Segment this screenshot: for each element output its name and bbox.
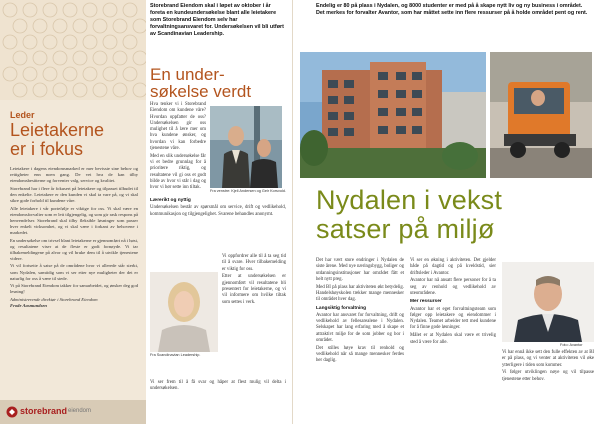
- nydalen-paragraph: Målet er at Nydalen skal være et trivelig sted å være for alle.: [410, 333, 496, 345]
- nydalen-title-line1: Nydalen i vekst: [316, 185, 503, 215]
- survey-intro: Storebrand Eiendom skal i løpet av oktober i år foreta en kundeundersøkelse blant alle leietakere som Storebrand Eiendom selv har forvaltningsansvaret for. Undersøkelsen vil bli utført av Scandinavian Leadership.: [150, 3, 284, 37]
- photo-building-caption: Vernehuset i Nydalen huser nå Handelshøyskolen BI: [300, 178, 389, 182]
- signature-title: Administrerende direktør i Storebrand Eiendom: [10, 296, 98, 302]
- storebrand-logo-icon: [6, 406, 18, 418]
- leader-paragraph: Leietakere i dagens eiendomsmarked er mer bevisste sine behov og rettigheter enn noen gang. De vet hva de kan tilby eiendomsbesitterne og forventer valg, service og kvalitet.: [10, 166, 138, 184]
- nydalen-intro: Endelig er 80 på plass i Nydalen, og 8000 studenter er med på å skape nytt liv og ny business i området. Det merkes for forvalter Avantor, som har måttet sette inn flere ressurser på å holde området pent og rent.: [316, 3, 588, 16]
- nydalen-paragraph: Vi har ennå ikke sett den fulle effekten av at BI er på plass, og vi venter at aktiviteten vil øke ytterligere i tiden som kommer.: [502, 350, 594, 368]
- survey-paragraph: Hva tenker vi i Storebrand Eiendom om kundene våre? Hvordan oppfatter de oss? Undersøkelsen gir oss mulighet til å lære mer om hva kundene ønsker, og hvordan vi kan forbedre tjenestene våre.: [150, 102, 206, 152]
- leader-body: [10, 166, 138, 309]
- survey-paragraph: Med en slik undersøkelse får vi et bedre grunnlag for å prioritere riktig, og resultatene vil gi oss et godt bilde av hvor vi står i dag og hvor vi bør sette inn tiltak.: [150, 153, 206, 191]
- nydalen-paragraph: Med BI på plass har aktiviteten økt betydelig. Handelshøyskolen trekker mange mennesker til området hver dag.: [316, 284, 404, 303]
- survey-paragraph: Etter at undersøkelsen er gjennomført vil resultatene bli presentert for leietakerne, og vi vil informere om hvilke tiltak som settes i verk.: [222, 274, 286, 305]
- survey-body-top: [150, 102, 206, 193]
- leader-title-line1: Leietakerne: [10, 120, 105, 140]
- brand-tagline: eiendom: [68, 408, 92, 414]
- photo-building: [300, 52, 486, 178]
- leader-paragraph: Storebrand har i flere år fokusert på leietakere og tilpasset tilbudet til den enkelte. Leietakere er den kunden vi skal ta vare på, og vi skal sikre gode forhold til kundene våre.: [10, 185, 138, 203]
- survey-body-bottom: [150, 380, 286, 394]
- survey-title: [150, 66, 251, 100]
- photo-building-graphic: [300, 52, 486, 178]
- leader-paragraph: Alle leietakere i vår portefølje er viktige for oss. Vi skal være en eiendomsforvalter som er lett tilgjengelig, og som gir rask respons på henvendelser. Storebrand skal tilby fleksible løsninger som passer hver enkelt virksomhet, og vi skal være i forkant av behovene i markedet.: [10, 205, 138, 235]
- photo3-caption: Foto: Avantor: [560, 343, 583, 347]
- survey-body-right: [222, 254, 286, 307]
- nydalen-body-middle: [410, 258, 496, 347]
- brand-logo: storebrand: [20, 406, 68, 416]
- leader-paragraph: Vi på Storebrand Eiendom takker for samarbeidet, og ønsker deg god lesning!: [10, 283, 138, 295]
- survey-body-mid: [150, 196, 286, 219]
- survey-title-line1: En under-: [150, 65, 225, 84]
- photo-man-portrait: [502, 262, 594, 342]
- survey-subhead: Lærerikt og nyttig: [150, 198, 191, 203]
- nydalen-body-right: [502, 350, 594, 384]
- nydalen-paragraph: Avantor har nå ansatt flere personer for å ta seg av renhold og vedlikehold av uteområdene.: [410, 278, 496, 296]
- survey-title-line2: søkelse verdt: [150, 82, 252, 101]
- photo-street-sweeper: [490, 52, 592, 178]
- nydalen-title-line2: satser på miljø: [316, 214, 495, 244]
- nydalen-subhead: Langsiktig forvaltning: [316, 305, 367, 311]
- photo-two-men: [210, 106, 282, 188]
- nydalen-paragraph: Avantor har ansvaret for forvaltning, drift og vedlikehold av fellesarealene i Nydalen. Selskapet har lang erfaring med å skape et attraktivt miljø for de som jobber og bor i området.: [316, 312, 404, 344]
- nydalen-body-left: [316, 258, 404, 366]
- leader-title-line2: er i fokus: [10, 139, 84, 159]
- photo1-caption: Fra venstre: Kjell Andersen og Geir Korsvold.: [210, 189, 286, 193]
- photo-man-graphic: [502, 262, 594, 342]
- brand-bar: [0, 400, 146, 424]
- leader-paragraph: En undersøkelse om trivsel blant leietakerne er gjennomført nå i høst, og resultatene viser at de fleste er godt fornøyde. Vi tar tilbakemeldingene på alvor og vil bruke dem til å utvikle tjenestene videre.: [10, 237, 138, 261]
- column-divider: [292, 0, 293, 424]
- survey-paragraph: Vi ser frem til å få svar og håper at flest mulig vil delta i undersøkelsen.: [150, 380, 286, 392]
- photo2-caption: Fra Scandinavian Leadership.: [150, 353, 201, 357]
- nydalen-paragraph: Avantor har et eget forvaltningsteam som følger opp leietakere og eiendommer i Nydalen. Teamet arbeider tett med kundene for å finne gode løsninger.: [410, 306, 496, 331]
- nydalen-paragraph: Det stilles høye krav til renhold og vedlikehold når så mange mennesker ferdes her daglig.: [316, 345, 404, 364]
- nydalen-paragraph: Det har vært store endringer i Nydalen de siste årene. Med nye næringsbygg, boliger og utdanningsinstitusjoner har området fått et helt nytt preg.: [316, 258, 404, 282]
- leader-paragraph: Vi vil fortsette å satse på de områdene hvor vi allerede står sterkt, som Nydalen, samtidig som vi ser etter nye muligheter der det er naturlig for oss å være til stede.: [10, 263, 138, 281]
- leader-title: [10, 121, 104, 159]
- nydalen-title: [316, 186, 502, 244]
- sidebar: [0, 0, 146, 424]
- nydalen-subhead: Mer ressurser: [410, 299, 442, 305]
- photo-woman-graphic: [150, 272, 218, 352]
- signature-person: Frode Aasmundsen: [10, 302, 47, 308]
- photo-sweeper-graphic: [490, 52, 592, 178]
- section-label: Leder: [10, 110, 35, 120]
- nydalen-paragraph: Vi følger utviklingen nøye og vil tilpasse tjenestene etter behov.: [502, 370, 594, 382]
- decorative-pattern: [0, 0, 146, 100]
- survey-paragraph: Vi oppfordrer alle til å ta seg tid til å svare. Hver tilbakemelding er viktig for oss.: [222, 254, 286, 272]
- photo-sweeper-caption: Snart kan vi oppleve rent og pent i Nydalen: [490, 178, 563, 182]
- photo-two-men-graphic: [210, 106, 282, 188]
- survey-paragraph: Undersøkelsen består av spørsmål om service, drift og vedlikehold, kommunikasjon og tilgjengelighet. Svarene behandles anonymt.: [150, 205, 286, 217]
- nydalen-paragraph: Vi ser en økning i aktiviteten. Det gjelder både på dagtid og på kveldstid, sier driftsleder i Avantor.: [410, 258, 496, 276]
- photo-woman: [150, 272, 218, 352]
